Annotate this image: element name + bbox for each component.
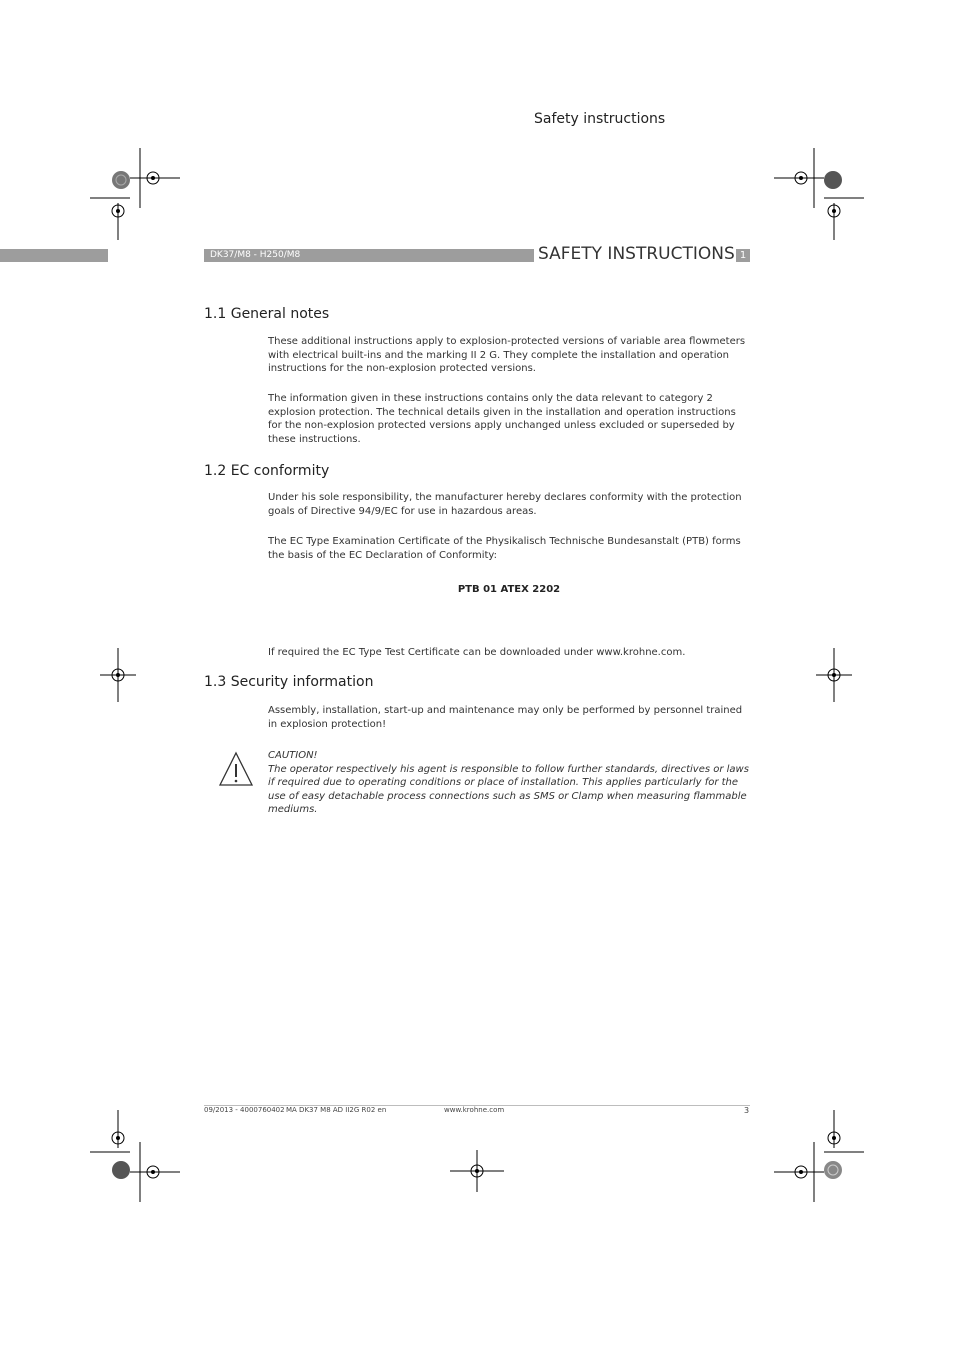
paragraph: The EC Type Examination Certificate of the Physikalisch Technische Bundesanstalt (PTB) forms the basis of the EC Declaration of Conformity: bbox=[268, 536, 741, 561]
caution-title: CAUTION! bbox=[268, 750, 318, 761]
top-heading: Safety instructions bbox=[534, 111, 666, 127]
registration-mark-icon bbox=[816, 648, 852, 702]
registration-mark-icon bbox=[814, 195, 864, 240]
download-note: If required the EC Type Test Certificate can be downloaded under www.krohne.com. bbox=[268, 647, 686, 658]
chapter-number: 1 bbox=[736, 249, 750, 262]
section-heading-general-notes: 1.1 General notes bbox=[204, 306, 330, 322]
paragraph: Under his sole responsibility, the manufacturer hereby declares conformity with the protection goals of Directive 94/9/EC for use in hazardous areas. bbox=[268, 492, 742, 517]
footer-website: www.krohne.com bbox=[444, 1106, 505, 1114]
paragraph: These additional instructions apply to explosion-protected versions of variable area flowmeters with electrical built-ins and the marking II 2 G. They complete the installation and operation instructions for the non-explosion protected versions. bbox=[268, 336, 746, 375]
header-band-left bbox=[0, 249, 108, 262]
footer-doc-ref: MA DK37 M8 AD II2G R02 en bbox=[286, 1106, 387, 1114]
registration-mark-icon bbox=[450, 1150, 504, 1192]
doc-code: DK37/M8 - H250/M8 bbox=[210, 250, 301, 260]
section-heading-ec-conformity: 1.2 EC conformity bbox=[204, 463, 330, 479]
chapter-title: SAFETY INSTRUCTIONS bbox=[538, 244, 735, 264]
registration-mark-icon bbox=[130, 1142, 180, 1202]
page-number: 3 bbox=[744, 1106, 750, 1115]
warning-triangle-icon bbox=[218, 751, 254, 787]
color-target-icon bbox=[823, 170, 843, 190]
section-heading-security-information: 1.3 Security information bbox=[204, 674, 374, 690]
paragraph: The information given in these instructions contains only the data relevant to category 2 explosion protection. The technical details given in the installation and operation instructions for the non-explosion protected versions apply unchanged unless excluded or superseded by these instructions. bbox=[268, 393, 736, 445]
caution-block bbox=[268, 749, 750, 817]
paragraph: Assembly, installation, start-up and maintenance may only be performed by personnel trained in explosion protection! bbox=[268, 705, 743, 730]
registration-mark-icon bbox=[774, 1142, 824, 1202]
color-target-icon bbox=[823, 1160, 843, 1180]
footer-date-code: 09/2013 - 4000760402 bbox=[204, 1106, 285, 1114]
registration-mark-icon bbox=[100, 648, 136, 702]
registration-mark-icon bbox=[90, 195, 140, 240]
certificate-number: PTB 01 ATEX 2202 bbox=[457, 584, 561, 595]
color-target-icon bbox=[111, 170, 131, 190]
color-target-icon bbox=[111, 1160, 131, 1180]
caution-text: The operator respectively his agent is responsible to follow further standards, directives or laws if required due to operating conditions or place of installation. This applies particularly for the use of easy detachable process connections such as SMS or Clamp when measuring flammable mediums. bbox=[268, 763, 749, 816]
